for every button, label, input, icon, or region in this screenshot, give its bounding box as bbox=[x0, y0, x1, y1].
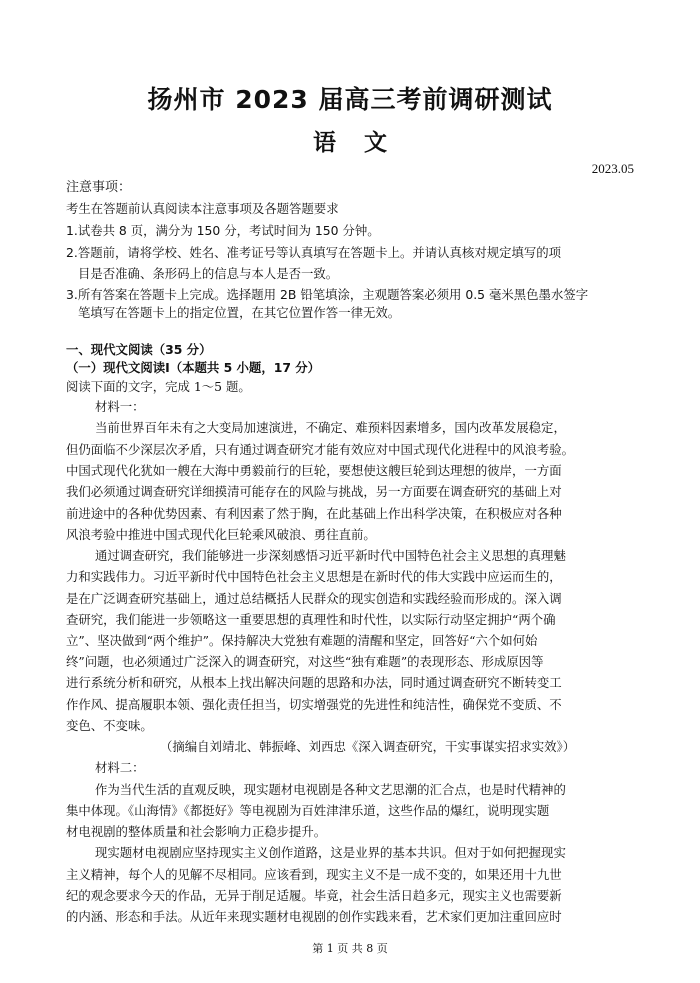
subject-char: 语 bbox=[313, 129, 336, 156]
material-line: 进行系统分析和研究，从根本上找出解决问题的思路和办法，同时通过调查研究不断转变工 bbox=[66, 675, 562, 690]
material-line: 材电视剧的整体质量和社会影响力正稳步提升。 bbox=[66, 824, 327, 839]
material-line: 通过调查研究，我们能够进一步深刻感悟习近平新时代中国特色社会主义思想的真理魅 bbox=[95, 548, 566, 563]
material-line: 的内涵、形态和手法。从近年来现实题材电视剧的创作实践来看，艺术家们更加注重回应时 bbox=[66, 909, 562, 924]
material-line: 作为当代生活的直观反映，现实题材电视剧是各种文艺思潮的汇合点，也是时代精神的 bbox=[95, 782, 566, 797]
material-line: 主义精神，每个人的见解不尽相同。应该看到，现实主义不是一成不变的，如果还用十九世 bbox=[66, 867, 562, 882]
material-label: 材料一： bbox=[95, 399, 145, 414]
material-line: 风浪考验中推进中国式现代化巨轮乘风破浪、勇往直前。 bbox=[66, 527, 376, 542]
material-source: （摘编自刘靖北、韩振峰、刘西忠《深入调查研究，干实事谋实招求实效》） bbox=[160, 739, 576, 754]
page-footer: 第 1 页 共 8 页 bbox=[312, 942, 388, 955]
exam-date: 2023.05 bbox=[591, 161, 634, 176]
material-line: 作作风、提高履职本领、强化责任担当，切实增强党的先进性和纯洁性，确保党不变质、不 bbox=[66, 697, 562, 712]
material-line: 纪的观念要求今天的作品，无异于削足适履。毕竟，社会生活日趋多元，现实主义也需要新 bbox=[66, 888, 562, 903]
section-heading: 一、现代文阅读（35 分） bbox=[66, 342, 212, 357]
subject-char: 文 bbox=[364, 129, 387, 156]
material-line: 中国式现代化犹如一艘在大海中勇毅前行的巨轮，要想使这艘巨轮到达理想的彼岸，一方面 bbox=[66, 463, 562, 478]
notice-item: 3.所有答案在答题卡上完成。选择题用 2B 铅笔填涂，主观题答案必须用 0.5 毫米黑色墨水签字 bbox=[66, 287, 589, 302]
material-line: 力和实践伟力。习近平新时代中国特色社会主义思想是在新时代的伟大实践中应运而生的， bbox=[66, 569, 562, 584]
material-line: 查研究，我们能进一步领略这一重要思想的真理性和时代性，以实际行动坚定拥护“两个确 bbox=[66, 612, 556, 627]
notice-heading: 注意事项： bbox=[66, 180, 132, 195]
subject-title bbox=[0, 124, 700, 157]
material-line: 集中体现。《山海情》《都挺好》等电视剧为百姓津津乐道，这些作品的爆红，说明现实题 bbox=[66, 803, 550, 818]
notice-item: 1.试卷共 8 页，满分为 150 分，考试时间为 150 分钟。 bbox=[66, 223, 380, 238]
material-line: 立”、坚决做到“两个维护”。保持解决大党独有难题的清醒和坚定，回答好“六个如何始 bbox=[66, 633, 538, 648]
notice-item: 2.答题前，请将学校、姓名、准考证号等认真填写在答题卡上。并请认真核对规定填写的项 bbox=[66, 245, 562, 260]
material-label: 材料二： bbox=[95, 760, 145, 775]
notice-item-continued: 笔填写在答题卡上的指定位置，在其它位置作答一律无效。 bbox=[78, 305, 401, 320]
section-subheading: （一）现代文阅读Ⅰ（本题共 5 小题，17 分） bbox=[66, 360, 321, 375]
material-line: 是在广泛调查研究基础上，通过总结概括人民群众的现实创造和实践经验而形成的。深入调 bbox=[66, 591, 562, 606]
material-line: 现实题材电视剧应坚持现实主义创作道路，这是业界的基本共识。但对于如何把握现实 bbox=[95, 845, 566, 860]
material-line: 变色、不变味。 bbox=[66, 718, 153, 733]
exam-title: 扬州市 2023 届高三考前调研测试 bbox=[147, 85, 553, 114]
notice-intro: 考生在答题前认真阅读本注意事项及各题答题要求 bbox=[66, 201, 339, 216]
reading-instruction: 阅读下面的文字，完成 1～5 题。 bbox=[66, 379, 251, 394]
material-line: 当前世界百年未有之大变局加速演进，不确定、难预料因素增多，国内改革发展稳定， bbox=[95, 420, 566, 435]
material-line: 但仍面临不少深层次矛盾，只有通过调查研究才能有效应对中国式现代化进程中的风浪考验。 bbox=[66, 442, 575, 457]
material-line: 前进途中的各种优势因素、有利因素了然于胸，在此基础上作出科学决策，在积极应对各种 bbox=[66, 506, 562, 521]
material-line: 我们必须通过调查研究详细摸清可能存在的风险与挑战，另一方面要在调查研究的基础上对 bbox=[66, 484, 562, 499]
material-line: 终”问题，也必须通过广泛深入的调查研究，对这些“独有难题”的表现形态、形成原因等 bbox=[66, 654, 544, 669]
notice-item-continued: 目是否准确、条形码上的信息与本人是否一致。 bbox=[78, 266, 339, 281]
